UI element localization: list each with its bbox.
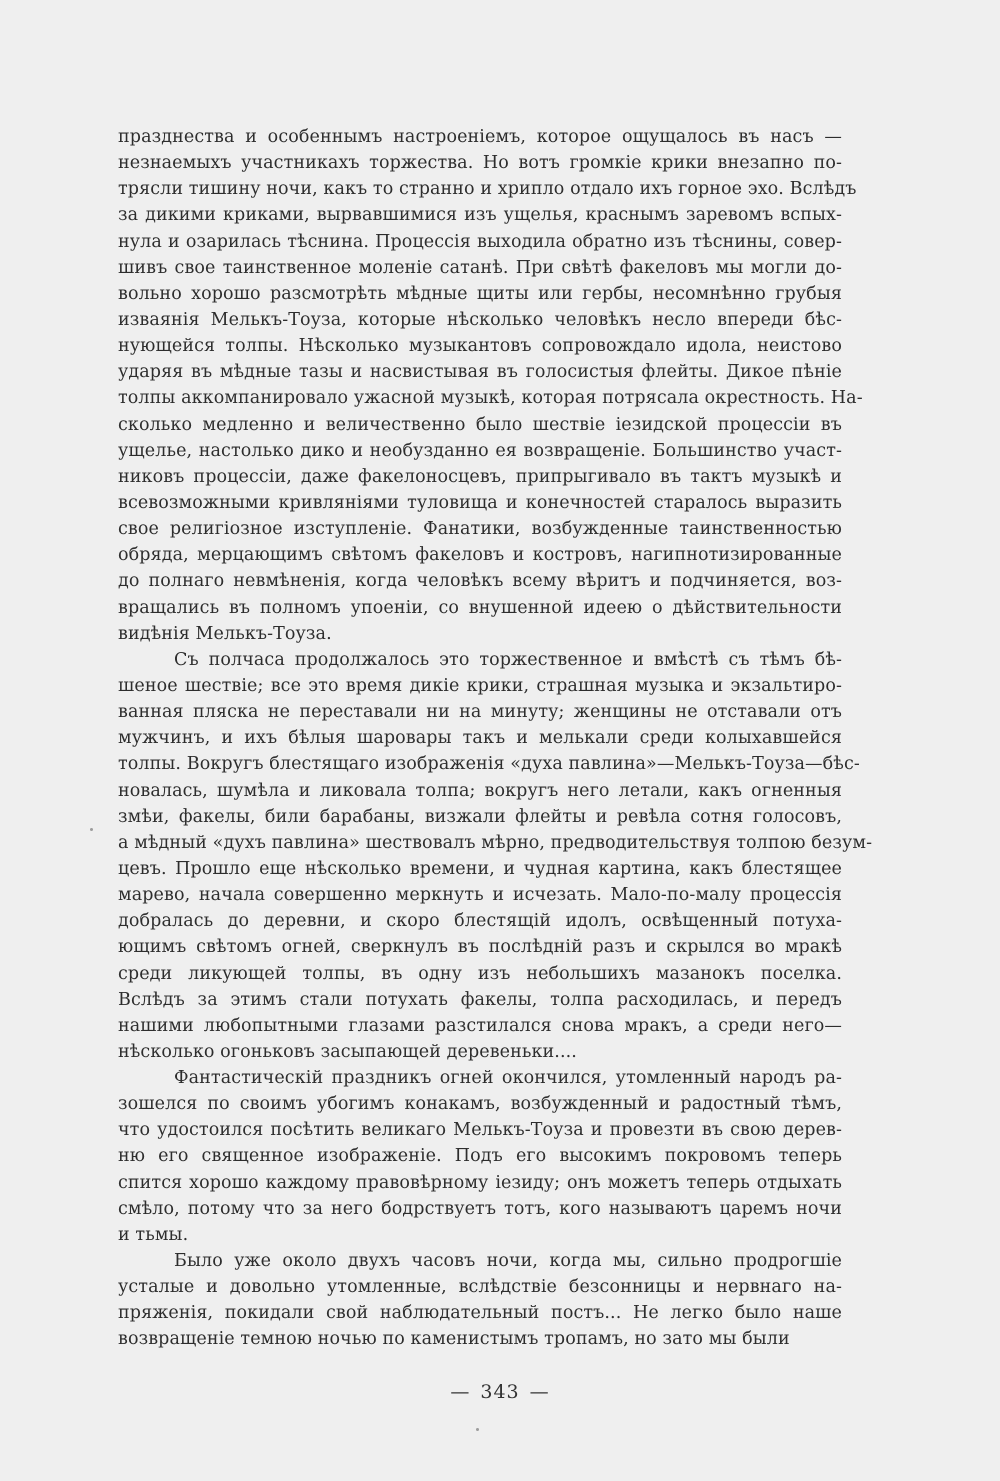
- text-line: ющимъ свѣтомъ огней, сверкнулъ въ послѣднiй разъ и скрылся во мракѣ: [118, 937, 842, 958]
- text-line: и тьмы.: [118, 1224, 189, 1245]
- text-line: обряда, мерцающимъ свѣтомъ факеловъ и костровъ, нагипнотизированные: [118, 545, 842, 566]
- page-speck: [90, 828, 93, 831]
- text-line: новалась, шумѣла и ликовала толпа; вокругъ него летали, какъ огненныя: [118, 780, 842, 801]
- paragraph: [118, 1248, 842, 1353]
- text-line: празднества и особеннымъ настроенiемъ, которое ощущалось въ насъ —: [118, 127, 842, 147]
- text-line: зошелся по своимъ убогимъ конакамъ, возбужденный и радостный тѣмъ,: [118, 1094, 842, 1115]
- text-line: марево, начала совершенно меркнуть и исчезать. Мало-по-малу процессiя: [118, 885, 842, 906]
- text-line: среди ликующей толпы, въ одну изъ небольшихъ мазанокъ поселка.: [118, 963, 842, 984]
- text-line: нующейся толпы. Нѣсколько музыкантовъ сопровождало идола, неистово: [118, 336, 842, 357]
- text-line: незнаемыхъ участникахъ торжества. Но вотъ громкiе крики внезапно по-: [118, 153, 842, 174]
- text-line: вольно хорошо разсмотрѣть мѣдные щиты или гербы, несомнѣнно грубыя: [118, 283, 842, 304]
- page-number-dash-left: —: [450, 1381, 471, 1403]
- text-line: ванная пляска не переставали ни на минуту; женщины не отставали отъ: [118, 702, 842, 723]
- text-line: ударяя въ мѣдные тазы и насвистывая въ голосистыя флейты. Дикое пѣнiе: [118, 362, 842, 383]
- text-line: изваянiя Мелькъ-Тоуза, которые нѣсколько человѣкъ несло впереди бѣс-: [118, 309, 842, 330]
- text-line: ню его священное изображенiе. Подъ его высокимъ покровомъ теперь: [118, 1146, 842, 1167]
- text-line: никовъ процессiи, даже факелоносцевъ, припрыгивало въ тактъ музыкѣ и: [118, 466, 842, 487]
- text-line: что удостоился посѣтить великаго Мелькъ-Тоуза и провезти въ свою дерев-: [118, 1120, 842, 1141]
- text-line: нашими любопытными глазами разстилался снова мракъ, а среди него—: [118, 1015, 842, 1036]
- text-line: Было уже около двухъ часовъ ночи, когда мы, сильно продрогшiе: [174, 1251, 842, 1272]
- text-line: спится хорошо каждому правовѣрному iезиду; онъ можетъ теперь отдыхать: [118, 1172, 842, 1193]
- page-speck: [476, 1428, 479, 1431]
- text-line: добралась до деревни, и скоро блестящiй идолъ, освѣщенный потуха-: [118, 911, 842, 932]
- text-line: свое религiозное изступленiе. Фанатики, возбужденные таинственностью: [118, 519, 842, 540]
- text-line: мужчинъ, и ихъ бѣлыя шаровары такъ и мелькали среди колыхавшейся: [118, 728, 842, 749]
- text-line: сколько медленно и величественно было шествiе iезидской процессiи въ: [118, 414, 842, 435]
- paragraph: [118, 124, 863, 647]
- page-number: [0, 1381, 1000, 1403]
- text-line: усталые и довольно утомленные, вслѣдствiе безсонницы и нервнаго на-: [118, 1277, 842, 1298]
- text-line: шивъ свое таинственное моленiе сатанѣ. При свѣтѣ факеловъ мы могли до-: [118, 257, 842, 278]
- paragraph: [118, 647, 873, 1065]
- text-line: нула и озарилась тѣснина. Процессiя выходила обратно изъ тѣснины, совер-: [118, 231, 842, 252]
- text-line: цевъ. Прошло еще нѣсколько времени, и чудная картина, какъ блестящее: [118, 858, 842, 879]
- text-line: до полнаго невмѣненiя, когда человѣкъ всему вѣритъ и подчиняется, воз-: [118, 571, 842, 592]
- text-line: трясли тишину ночи, какъ то странно и хрипло отдало ихъ горное эхо. Вслѣдъ: [118, 179, 857, 200]
- text-line: ущелье, настолько дико и необузданно ея возвращенiе. Большинство участ-: [118, 440, 842, 461]
- text-line: видѣнiя Мелькъ-Тоуза.: [118, 623, 332, 644]
- text-line: а мѣдный «духъ павлина» шествовалъ мѣрно, предводительствуя толпою безум-: [118, 832, 873, 853]
- text-line: возвращенiе темною ночью по каменистымъ тропамъ, но зато мы были: [118, 1329, 790, 1350]
- page-number-dash-right: —: [529, 1381, 550, 1403]
- body-text: [118, 124, 873, 1353]
- text-line: Фантастическiй праздникъ огней окончился, утомленный народъ ра-: [174, 1068, 842, 1089]
- text-line: нѣсколько огоньковъ засыпающей деревеньки....: [118, 1041, 577, 1062]
- page-number-value: 343: [480, 1381, 520, 1403]
- text-line: за дикими криками, вырвавшимися изъ ущелья, краснымъ заревомъ вспых-: [118, 205, 842, 226]
- text-line: змѣи, факелы, били барабаны, визжали флейты и ревѣла сотня голосовъ,: [118, 806, 842, 827]
- text-line: шеное шествiе; все это время дикiе крики, страшная музыка и экзальтиро-: [118, 675, 842, 696]
- text-line: пряженiя, покидали свой наблюдательный постъ... Не легко было наше: [118, 1303, 842, 1324]
- text-line: всевозможными кривлянiями туловища и конечностей старалось выразить: [118, 492, 842, 513]
- paragraph: [118, 1065, 842, 1248]
- text-line: толпы. Вокругъ блестящаго изображенiя «духа павлина»—Мелькъ-Тоуза—бѣс-: [118, 754, 860, 775]
- text-line: Съ полчаса продолжалось это торжественное и вмѣстѣ съ тѣмъ бѣ-: [174, 649, 842, 670]
- text-line: Вслѣдъ за этимъ стали потухать факелы, толпа расходилась, и передъ: [118, 989, 842, 1010]
- text-line: смѣло, потому что за него бодрствуетъ тотъ, кого называютъ царемъ ночи: [118, 1198, 842, 1219]
- text-line: вращались въ полномъ упоенiи, со внушенной идеею о дѣйствительности: [118, 597, 842, 618]
- text-line: толпы аккомпанировало ужасной музыкѣ, которая потрясала окрестность. На-: [118, 388, 863, 409]
